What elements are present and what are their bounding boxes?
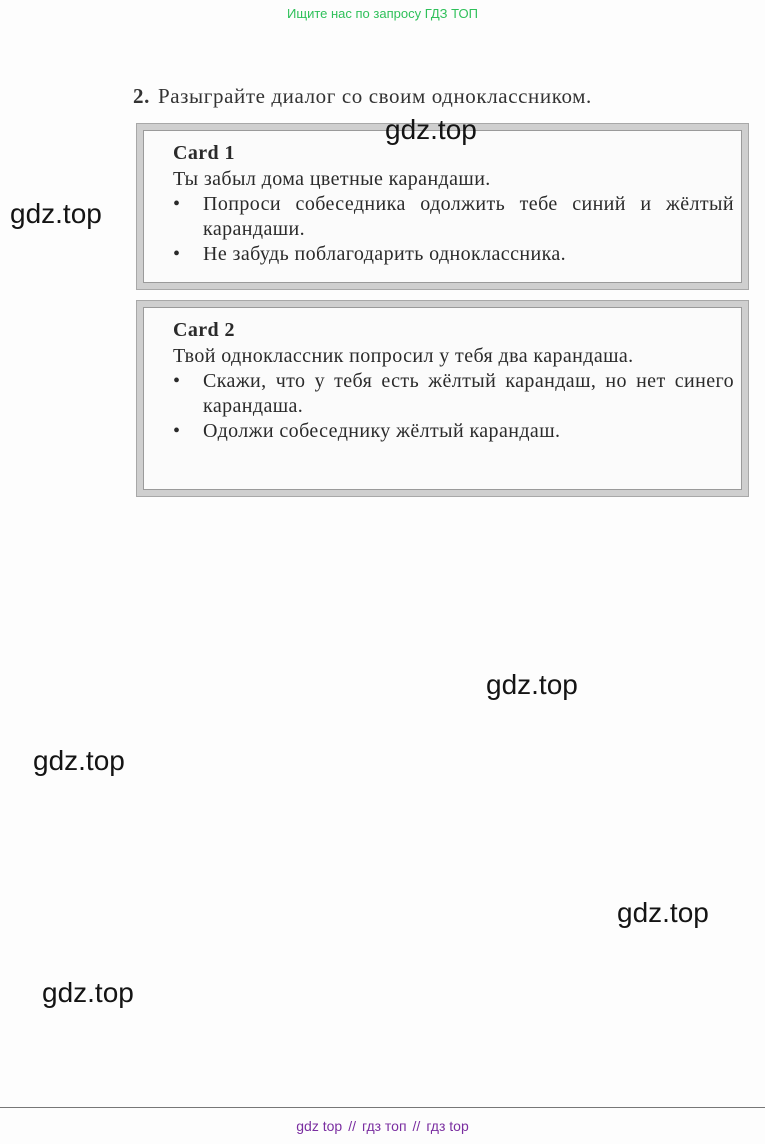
bullet-text: Не забудь поблагодарить одноклассника. <box>203 243 567 265</box>
footer-separator: // <box>412 1118 421 1134</box>
watermark: gdz.top <box>42 977 134 1008</box>
card-bullet-list <box>173 369 734 444</box>
card-bullet <box>173 419 734 444</box>
watermark: gdz.top <box>486 669 578 700</box>
footer-links <box>0 1118 765 1134</box>
card-2 <box>137 301 748 496</box>
card-intro: Твой одноклассник попросил у тебя два карандаша. <box>173 345 634 367</box>
task-heading <box>133 84 592 109</box>
card-1 <box>137 124 748 289</box>
bullet-text: Скажи, что у тебя есть жёлтый карандаш, но нет синего карандаша. <box>203 370 734 417</box>
watermark: gdz.top <box>617 897 709 928</box>
bullet-icon: • <box>173 370 181 392</box>
task-title: Разыграйте диалог со своим одноклассником. <box>157 84 592 108</box>
card-intro: Ты забыл дома цветные карандаши. <box>173 168 491 190</box>
task-number: 2. <box>133 84 150 108</box>
card-bullet-list <box>173 192 734 267</box>
card-bullet <box>173 192 734 242</box>
card-title: Card 2 <box>173 319 235 341</box>
watermark: gdz.top <box>10 198 102 229</box>
card-title: Card 1 <box>173 142 235 164</box>
footer-link[interactable]: гдз топ <box>361 1118 407 1134</box>
bullet-icon: • <box>173 193 181 215</box>
bullet-text: Попроси собеседника одолжить тебе синий и жёлтый карандаши. <box>203 193 734 240</box>
bullet-text: Одолжи собеседнику жёлтый карандаш. <box>203 420 561 442</box>
footer-divider <box>0 1107 765 1108</box>
footer-link[interactable]: gdz top <box>296 1118 343 1134</box>
footer-link[interactable]: гдз top <box>426 1118 469 1134</box>
watermark: gdz.top <box>385 114 477 145</box>
footer-separator: // <box>348 1118 356 1134</box>
bullet-icon: • <box>173 420 181 442</box>
card-bullet <box>173 242 734 267</box>
search-banner[interactable]: Ищите нас по запросу ГДЗ ТОП <box>287 6 478 21</box>
watermark: gdz.top <box>33 745 125 776</box>
bullet-icon: • <box>173 243 181 265</box>
card-bullet <box>173 369 734 419</box>
